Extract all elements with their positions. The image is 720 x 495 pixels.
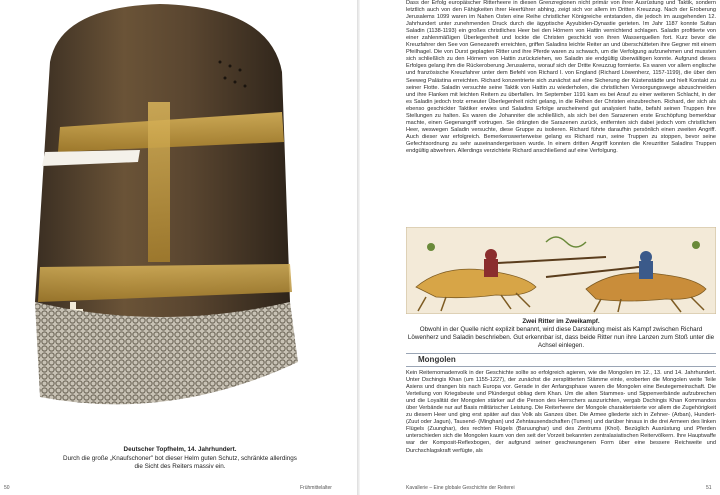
book-gutter (357, 0, 360, 495)
crusade-paragraph (406, 0, 716, 222)
knights-caption-title: Zwei Ritter im Zweikampf. (522, 318, 600, 325)
section-heading-mongolen: Mongolen (418, 355, 456, 364)
mongol-paragraph (406, 370, 716, 485)
helmet-caption (60, 446, 300, 472)
section-rule-bottom (406, 366, 716, 367)
left-page (0, 0, 358, 495)
helmet-caption-text: Durch die große „Knaufschoner" bot dieser Helm guten Schutz, schränkte allerdings die Sicht des Reiters massiv ein. (63, 454, 297, 471)
section-rule-top (406, 353, 716, 354)
left-page-number: 50 (4, 485, 10, 491)
helmet-caption-title: Deutscher Topfhelm, 14. Jahrhundert. (123, 446, 237, 453)
paragraph-crusade: Dass der Erfolg europäischer Ritterheere in diesen Grenzregionen nicht primär von ihrer Ausrüstung und Taktik, sondern letztlich auch von den Fähigkeiten ihrer Heerführer abhing, zeigt sich vor allem im Dritten Kreuzzug. Nach der Eroberung Jerusalems 1099 waren im Nahen Osten eine Reihe christlicher Königreiche entstanden, die jedoch im ausgehenden 12. Jahrhundert unter zunehmenden Druck durch die ägyptische Ayyubiden-Dynastie gerieten. Im Jahr 1187 konnte Sultan Saladin (1138-1193) ein großes christliches Heer bei den Hörnern von Hattin vernichtend schlagen. Saladin profitierte von einer zahlenmäßigen Überlegenheit und lockte die Christen geschickt von ihren Wasserquellen fort. Kurz bevor die Kreuzfahrer den See von Genezareth erreichten, griffen Saladins leichte Reiter an und überschütteten ihre Gegner mit einem Pfeilhagel. Die von Durst geplagten Ritter und ihre Pferde waren zu schwach, um die Verfolgung aufzunehmen und mussten sich schließlich zu den Hörnern von Hattin zurückziehen, wo Saladin sie endgültig überwältigen konnte. Aufgrund dieses Erfolges gelang ihm die Rückeroberung Jerusalems, worauf sich der Dritte Kreuzzug formierte. Es waren vor allem englische und französische Kreuzfahrer unter dem Befehl von Richard I. von England (Richard Löwenherz, 1157-1199), die über den Seeweg Palästina erreichten. Richard konzentrierte sich zunächst auf eine Sicherung der Küstenstädte und hielt Kontakt zu seiner Flotte. Saladin versuchte seine Taktik von Hattin zu wiederholen, die christlichen Versorgungswege abzuschneiden und ihre Flanken mit leichten Reitern zu überfallen. Im September 1191 kam es bei Arsuf zu einer weiteren Schlacht, in der es Saladin jedoch trotz erneuter Überlegenheit nicht gelang, in die Reihen der Christen einzubrechen. Richard, der sich als ebenso geschickter Taktiker erwies und Saladins Erfolge anscheinend gut analysiert hatte, befahl seinen Truppen ihre Stellungen zu halten. Es waren die Johanniter die schließlich, als sich bei den Sarazenen erste Erschöpfung bemerkbar machte, einen Gegenangriff vortrugen. Sie drängten die Sarazenen zurück, entfernten sich dabei jedoch vom christlichen Heer, weswegen Saladin versuchte, diese Gruppe zu isolieren. Richard führte daraufhin persönlich einen zweiten Angriff. Auch dieser war erfolgreich. Bemerkenswerterweise gelang es Richard nun, seine Truppen zu stoppen, bevor seine Gefechtsordnung zu sehr auseinandergerissen wurde. In einem dritten Angriff konnten die Kreuzritter Saladins Truppen endgültig abwehren. Allerdings verzichtete Richard anschließend auf eine Verfolgung. (406, 0, 716, 154)
knights-caption-text: Obwohl in der Quelle nicht explizit benannt, wird diese Darstellung meist als Kampf zwischen Richard Löwenherz und Saladin beschrieben. Gut erkennbar ist, dass beide Ritter nun ihre Lanzen zum Stoß unter die Achsel einlegen. (407, 326, 715, 349)
knights-illustration (406, 227, 716, 314)
knights-caption (406, 318, 716, 350)
paragraph-mongols: Kein Reiternomadenvolk in der Geschichte sollte so erfolgreich agieren, wie die Mongolen im 12., 13. und 14. Jahrhundert. Unter Dschingis Khan (um 1155-1227), der zunächst die zersplitterten Stämme einte, eroberten die Mongolen weite Teile Asiens und drangen bis nach Europa vor. Gerade in der Anfangsphase waren die Mongolen eine Beutegemeinschaft. Die Verteilung von Kriegsbeute und Plündergut obliag dem Khan. Um die alten Stammes- und Sippenverbände aufzubrechen und die Loyalität der Mongolen stärker auf die Person des Herrschers auszurichten, vergab Dschingis Khan Kommandos über Verbände nur auf Basis militärischer Leistung. Die Reiterheere der Mongole charakterisierte vor allem die Zugehörigkeit zu diesem Heer und ging erst später auf das Volk als Ganzes über. Die Armee gliederte sich in Zehner- (Arban), Hundert- (Zuut oder Jagun), Tausend- (Minghan) und Zehntausendschaften (Tumen) und darüber hinaus in die drei Armeen des linken Flügels (Zuunghar), des rechten Flügels (Baruunghar) und des Zentrums (Khol). Bezüglich Ausrüstung und Pferden unterschieden sich die Mongolen kaum von den seit der Vorzeit bekannten zentralasiatischen Reitervölkern. Ihre Hauptwaffe war der Komposit-Reflexbogen, der aufgrund seiner geschwungenen Form über eine bessere Reichweite und Durchschlagskraft verfügte, als (406, 370, 716, 454)
right-page-number: 51 (706, 485, 712, 491)
right-running-head: Kavallerie – Eine globale Geschichte der Reiterei (406, 485, 515, 491)
helmet-photo (20, 2, 305, 422)
left-running-head: Frühmittelalter (300, 485, 332, 491)
